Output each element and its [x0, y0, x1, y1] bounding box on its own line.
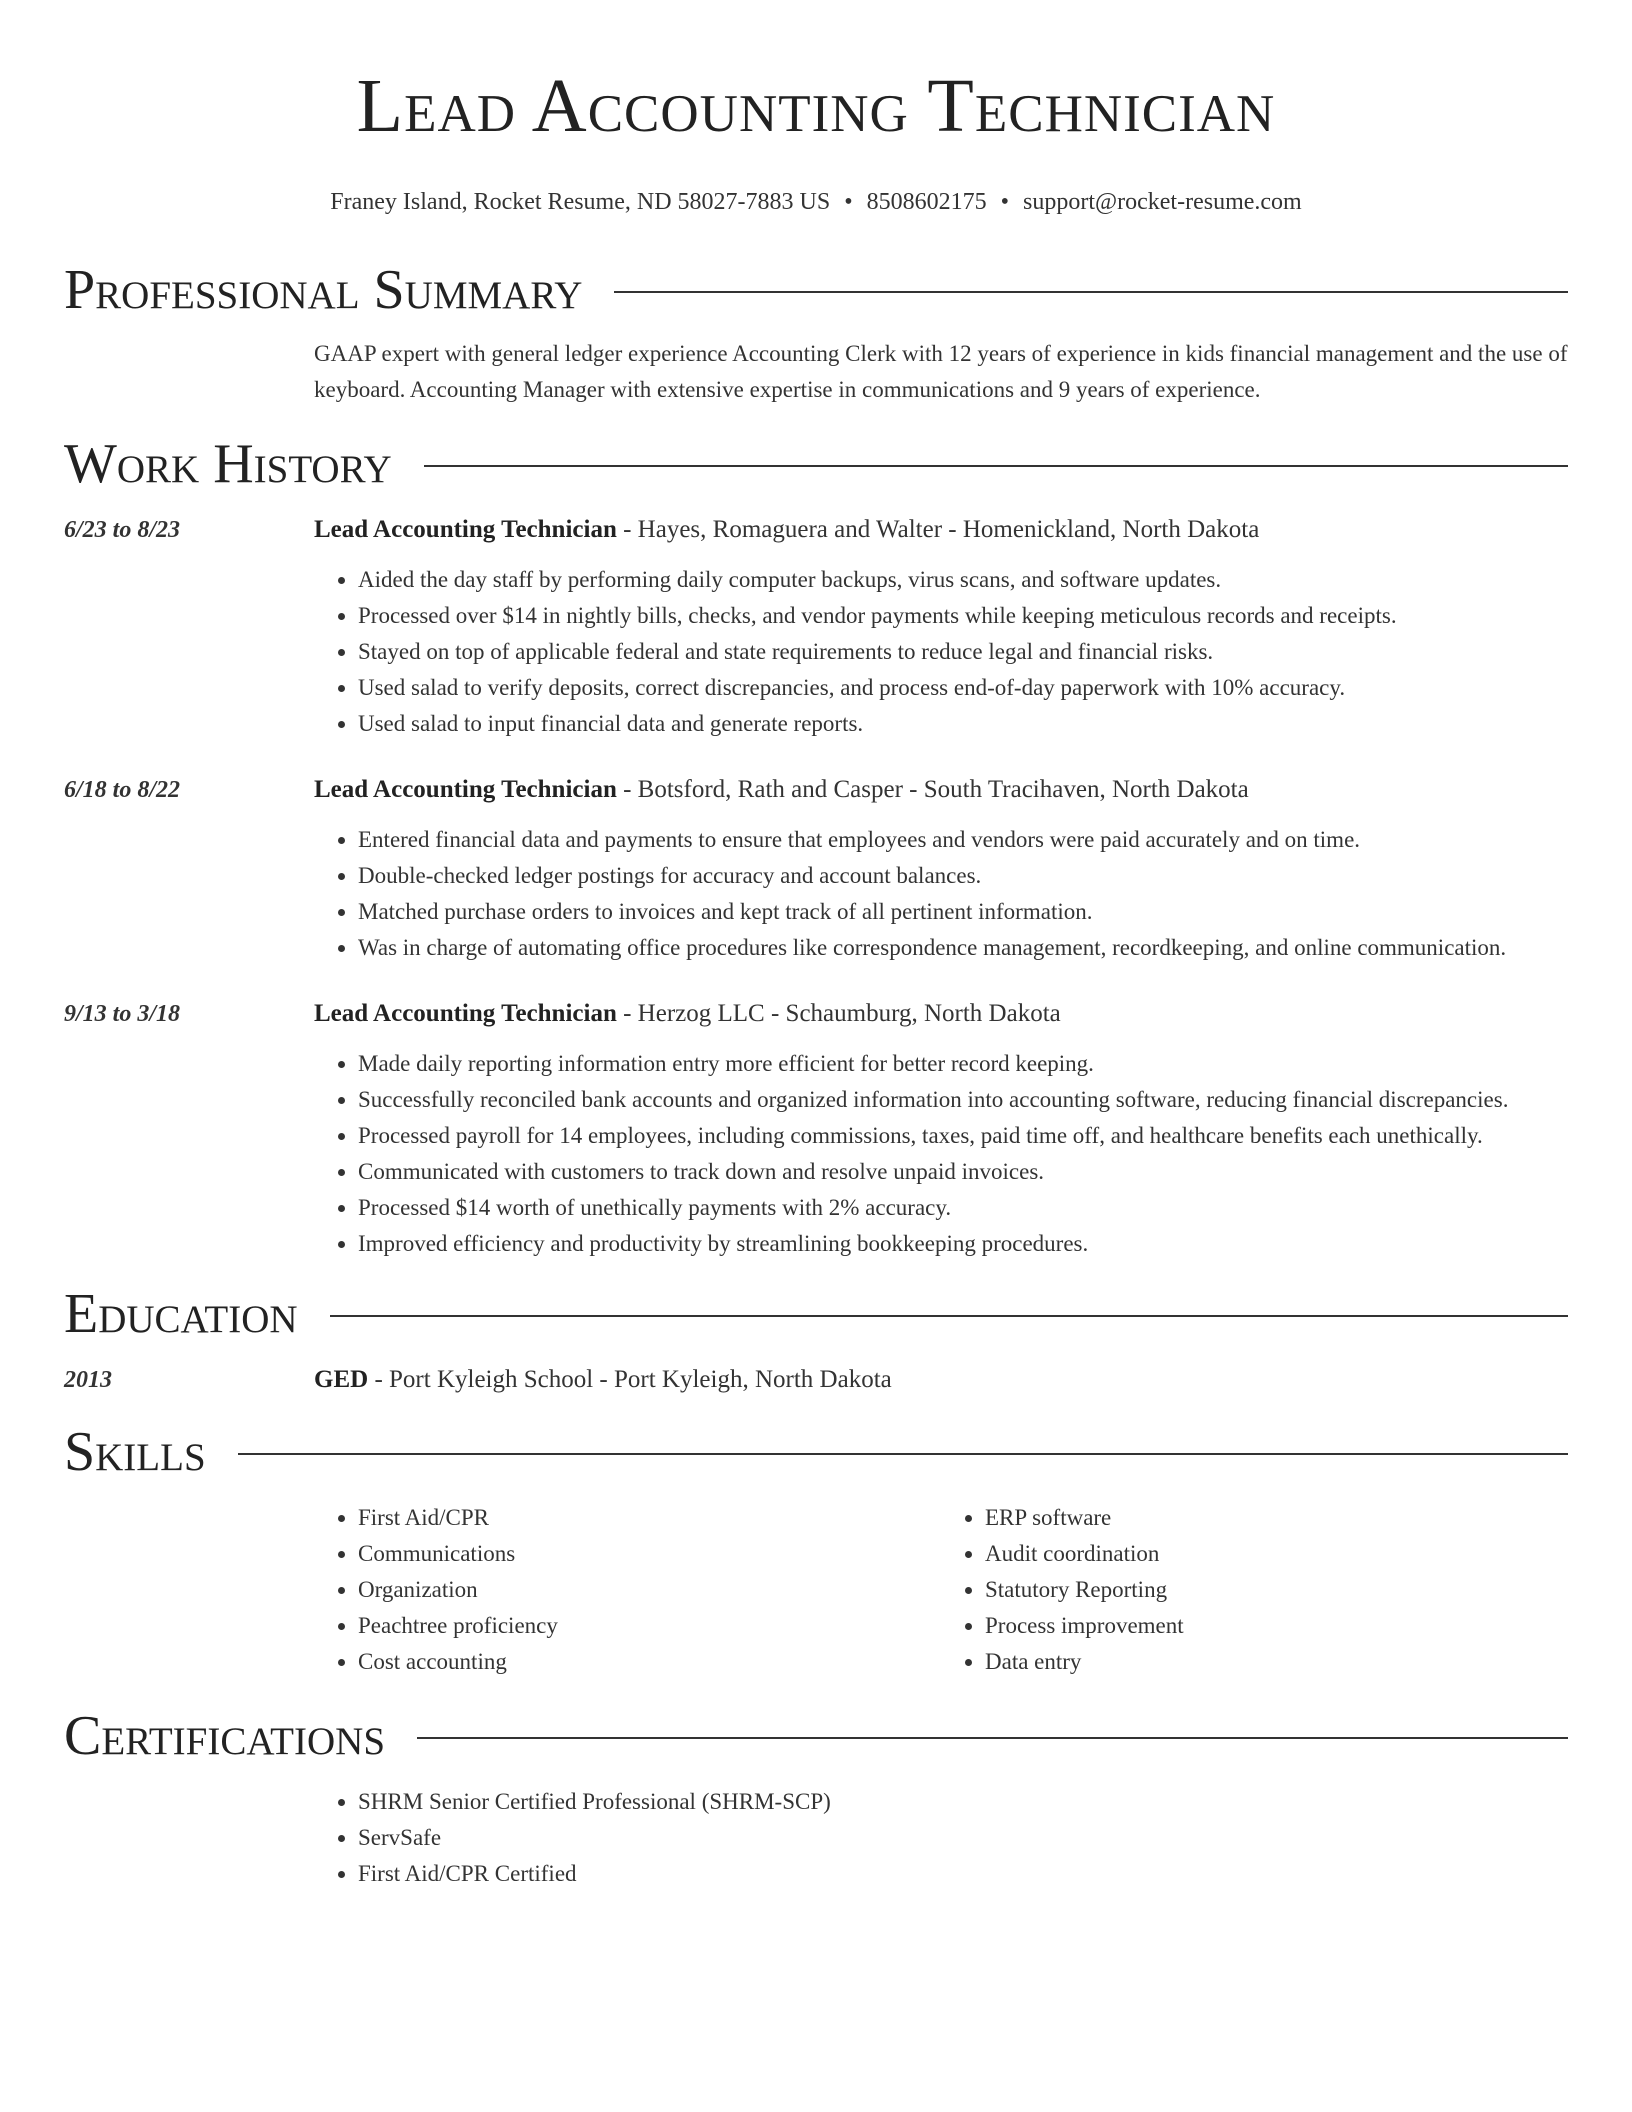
certifications-items [314, 1784, 1568, 1892]
job-bullet: • Was in charge of automating office procedures like correspondence management, recordkeeping, and online communication. [358, 930, 1568, 966]
certifications-list [314, 1784, 1568, 1892]
skills-heading: Skills [64, 1421, 206, 1483]
skill-item: • Audit coordination [985, 1536, 1568, 1572]
skill-item: • First Aid/CPR [358, 1500, 941, 1536]
job-bullets [314, 822, 1568, 966]
job-bullet: • Used salad to verify deposits, correct discrepancies, and process end-of-day paperwork with 10% accuracy. [358, 670, 1568, 706]
summary-section-header [64, 256, 1568, 324]
job-bullet: • Made daily reporting information entry more efficient for better record keeping. [358, 1046, 1568, 1082]
education-degree: GED [314, 1366, 369, 1393]
contact-email[interactable]: support@rocket-resume.com [1023, 189, 1302, 215]
job-title: Lead Accounting Technician [314, 516, 617, 543]
job-bullet: • Successfully reconciled bank accounts and organized information into accounting software, reducing financial discrepancies. [358, 1082, 1568, 1118]
skill-item: • Statutory Reporting [985, 1572, 1568, 1608]
skills-column-right [941, 1500, 1568, 1680]
job-bullet: • Processed payroll for 14 employees, including commissions, taxes, paid time off, and healthcare benefits each unethically. [358, 1118, 1568, 1154]
job-bullets [314, 1046, 1568, 1262]
skills-section-header [64, 1418, 1568, 1486]
certifications-section-header [64, 1702, 1568, 1770]
job-bullet: • Communicated with customers to track down and resolve unpaid invoices. [358, 1154, 1568, 1190]
section-divider [238, 1453, 1568, 1455]
job-dates: 6/23 to 8/23 [64, 517, 181, 543]
candidate-name: Lead Accounting Technician [356, 64, 1276, 148]
certifications-heading: Certifications [64, 1705, 386, 1767]
certification-item: • ServSafe [358, 1820, 1568, 1856]
job-dates: 6/18 to 8/22 [64, 777, 181, 803]
skill-item: • Cost accounting [358, 1644, 941, 1680]
skill-item: • Peachtree proficiency [358, 1608, 941, 1644]
job-entry [64, 772, 1568, 966]
job-bullet: • Improved efficiency and productivity by streamlining bookkeeping procedures. [358, 1226, 1568, 1262]
contact-phone: 8508602175 [866, 189, 987, 215]
job-bullet: • Used salad to input financial data and generate reports. [358, 706, 1568, 742]
job-title-line [314, 772, 1568, 808]
certification-item: • SHRM Senior Certified Professional (SHRM-SCP) [358, 1784, 1568, 1820]
job-title: Lead Accounting Technician [314, 776, 617, 803]
contact-line [64, 184, 1568, 220]
skill-item: • ERP software [985, 1500, 1568, 1536]
job-bullet: • Processed over $14 in nightly bills, checks, and vendor payments while keeping meticulous records and receipts. [358, 598, 1568, 634]
education-body [314, 1362, 1568, 1398]
job-bullet: • Stayed on top of applicable federal and state requirements to reduce legal and financial risks. [358, 634, 1568, 670]
section-divider [330, 1315, 1568, 1317]
education-entry [64, 1362, 1568, 1398]
job-title-line [314, 996, 1568, 1032]
skill-item: • Data entry [985, 1644, 1568, 1680]
job-dates: 9/13 to 3/18 [64, 1001, 181, 1027]
job-entry [64, 996, 1568, 1262]
job-details: - Herzog LLC - Schaumburg, North Dakota [616, 1000, 1061, 1027]
education-year: 2013 [64, 1367, 112, 1393]
summary-heading: Professional Summary [64, 259, 583, 321]
job-title: Lead Accounting Technician [314, 1000, 617, 1027]
job-body [314, 512, 1568, 742]
skills-column-left [314, 1500, 941, 1680]
summary-text: GAAP expert with general ledger experience Accounting Clerk with 12 years of experience in kids financial management and the use of keyboard. Accounting Manager with extensive expertise in communications and 9 years of experience. [314, 341, 1568, 402]
education-heading: Education [64, 1283, 298, 1345]
job-details: - Hayes, Romaguera and Walter - Homenickland, North Dakota [616, 516, 1260, 543]
work-heading: Work History [64, 433, 392, 495]
job-bullet: • Entered financial data and payments to ensure that employees and vendors were paid accurately and on time. [358, 822, 1568, 858]
skill-item: • Organization [358, 1572, 941, 1608]
contact-separator: • [1000, 189, 1010, 215]
section-divider [424, 465, 1568, 467]
education-section-header [64, 1280, 1568, 1348]
job-bullet: • Processed $14 worth of unethically payments with 2% accuracy. [358, 1190, 1568, 1226]
job-bullet: • Double-checked ledger postings for accuracy and account balances. [358, 858, 1568, 894]
certification-item: • First Aid/CPR Certified [358, 1856, 1568, 1892]
education-line [314, 1362, 1568, 1398]
skill-item: • Process improvement [985, 1608, 1568, 1644]
contact-separator: • [844, 189, 853, 215]
job-body [314, 772, 1568, 966]
job-bullet: • Matched purchase orders to invoices and kept track of all pertinent information. [358, 894, 1568, 930]
skill-item: • Communications [358, 1536, 941, 1572]
section-divider [417, 1737, 1568, 1739]
job-body [314, 996, 1568, 1262]
job-entry [64, 512, 1568, 742]
skills-list [314, 1500, 1568, 1680]
education-details: - Port Kyleigh School - Port Kyleigh, North Dakota [368, 1366, 892, 1393]
job-bullet: • Aided the day staff by performing daily computer backups, virus scans, and software updates. [358, 562, 1568, 598]
section-divider [614, 291, 1568, 293]
job-details: - Botsford, Rath and Casper - South Tracihaven, North Dakota [616, 776, 1249, 803]
contact-address: Franey Island, Rocket Resume, ND 58027-7883 US [330, 189, 831, 215]
job-bullets [314, 562, 1568, 742]
work-section-header [64, 430, 1568, 498]
job-title-line [314, 512, 1568, 548]
